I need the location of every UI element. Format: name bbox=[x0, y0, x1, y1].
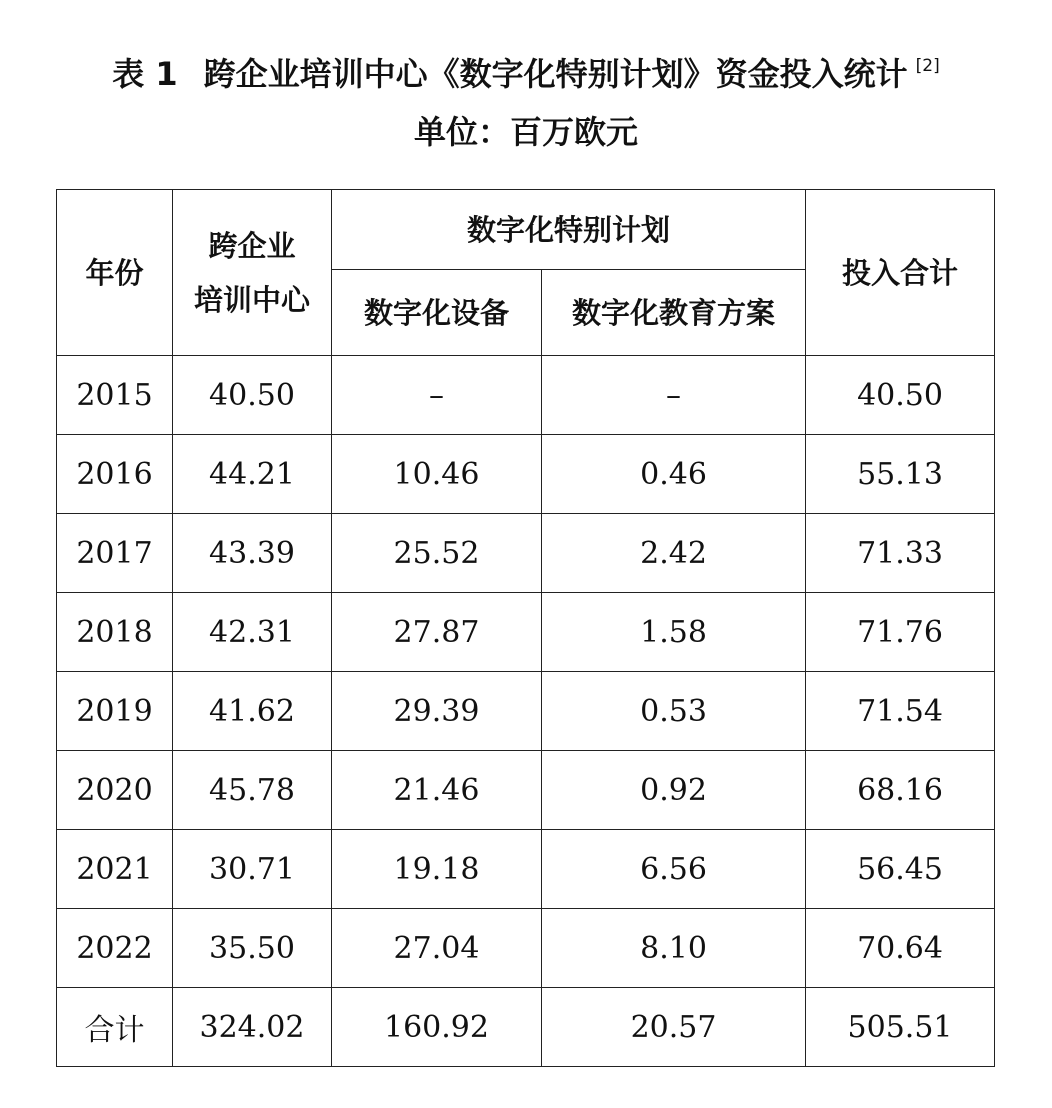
cell-total: 71.54 bbox=[806, 672, 995, 751]
cell-year: 2022 bbox=[57, 909, 173, 988]
cell-training-center: 45.78 bbox=[173, 751, 332, 830]
cell-total: 40.50 bbox=[806, 356, 995, 435]
cell-digital-education: 0.92 bbox=[542, 751, 806, 830]
table-number: 表 1 bbox=[112, 55, 178, 93]
cell-training-center: 42.31 bbox=[173, 593, 332, 672]
table-row bbox=[57, 356, 995, 435]
header-digital-equipment: 数字化设备 bbox=[332, 270, 542, 356]
cell-digital-equipment: 27.87 bbox=[332, 593, 542, 672]
cell-digital-education: 2.42 bbox=[542, 514, 806, 593]
cell-year: 2018 bbox=[57, 593, 173, 672]
cell-training-center: 44.21 bbox=[173, 435, 332, 514]
table-row bbox=[57, 830, 995, 909]
funding-table bbox=[56, 189, 995, 1067]
cell-digital-education: 8.10 bbox=[542, 909, 806, 988]
table-title: 跨企业培训中心《数字化特别计划》资金投入统计 bbox=[203, 55, 908, 93]
cell-total: 71.76 bbox=[806, 593, 995, 672]
table-row bbox=[57, 672, 995, 751]
cell-year: 2021 bbox=[57, 830, 173, 909]
cell-year: 2016 bbox=[57, 435, 173, 514]
table-row bbox=[57, 593, 995, 672]
cell-digital-equipment: 29.39 bbox=[332, 672, 542, 751]
cell-year: 2015 bbox=[57, 356, 173, 435]
header-special-plan: 数字化特别计划 bbox=[332, 190, 806, 270]
cell-year: 2020 bbox=[57, 751, 173, 830]
cell-sum-total: 505.51 bbox=[806, 988, 995, 1067]
reference-mark: [2] bbox=[915, 56, 940, 76]
cell-total: 56.45 bbox=[806, 830, 995, 909]
cell-sum-digital-equipment: 160.92 bbox=[332, 988, 542, 1067]
cell-sum-training-center: 324.02 bbox=[173, 988, 332, 1067]
cell-training-center: 30.71 bbox=[173, 830, 332, 909]
cell-year: 2017 bbox=[57, 514, 173, 593]
cell-training-center: 40.50 bbox=[173, 356, 332, 435]
cell-digital-equipment: – bbox=[332, 356, 542, 435]
cell-digital-education: 0.46 bbox=[542, 435, 806, 514]
cell-digital-equipment: 10.46 bbox=[332, 435, 542, 514]
table-row bbox=[57, 751, 995, 830]
header-training-center-line2: 培训中心 bbox=[193, 282, 310, 317]
cell-total: 71.33 bbox=[806, 514, 995, 593]
cell-digital-education: 6.56 bbox=[542, 830, 806, 909]
cell-training-center: 43.39 bbox=[173, 514, 332, 593]
cell-training-center: 35.50 bbox=[173, 909, 332, 988]
table-row bbox=[57, 514, 995, 593]
cell-total: 68.16 bbox=[806, 751, 995, 830]
header-training-center-line1: 跨企业 bbox=[208, 228, 296, 263]
table-caption bbox=[0, 44, 1052, 96]
cell-total: 55.13 bbox=[806, 435, 995, 514]
table-row bbox=[57, 435, 995, 514]
cell-sum-label: 合计 bbox=[57, 988, 173, 1067]
cell-digital-equipment: 25.52 bbox=[332, 514, 542, 593]
cell-digital-education: – bbox=[542, 356, 806, 435]
cell-digital-education: 0.53 bbox=[542, 672, 806, 751]
header-training-center bbox=[173, 190, 332, 356]
cell-total: 70.64 bbox=[806, 909, 995, 988]
header-year: 年份 bbox=[57, 190, 173, 356]
sum-row bbox=[57, 988, 995, 1067]
header-total-investment: 投入合计 bbox=[806, 190, 995, 356]
cell-digital-equipment: 27.04 bbox=[332, 909, 542, 988]
cell-digital-education: 1.58 bbox=[542, 593, 806, 672]
cell-year: 2019 bbox=[57, 672, 173, 751]
cell-digital-equipment: 19.18 bbox=[332, 830, 542, 909]
cell-digital-equipment: 21.46 bbox=[332, 751, 542, 830]
table-row bbox=[57, 909, 995, 988]
cell-training-center: 41.62 bbox=[173, 672, 332, 751]
header-digital-education: 数字化教育方案 bbox=[542, 270, 806, 356]
cell-sum-digital-education: 20.57 bbox=[542, 988, 806, 1067]
unit-note: 单位：百万欧元 bbox=[413, 113, 638, 151]
